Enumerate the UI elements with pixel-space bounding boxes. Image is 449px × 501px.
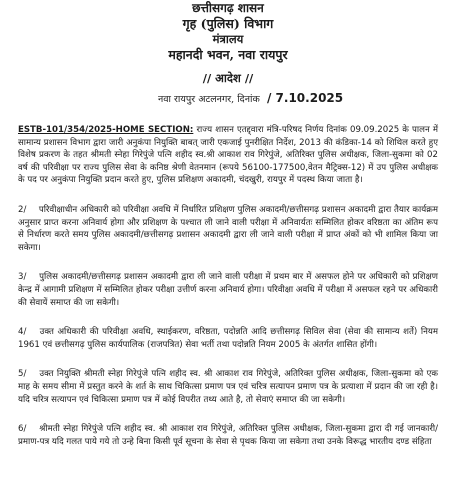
paragraph-3 [18,271,438,309]
paragraph-2 [18,204,438,254]
paragraph-1-text: राज्य शासन एतद्द्वारा मंत्रि-परिषद निर्णय दिनांक 09.09.2025 के पालन में सामान्य प्रशासन विभाग द्वारा जारी अनुकंपा नियुक्ति बाबत् जारी एकजाई पुनरीक्षित निर्देश, 2013 की कंडिका-14 को शिथिल करते हुए विशेष प्रकरण के तहत श्रीमती स्नेहा गिरेपुंजे पत्नि शहीद स्व.श्री आकाश राव गिरेपुंजे, अतिरिक्त पुलिस अधीक्षक, जिला-सुकमा को 02 वर्ष की परिवीक्षा पर राज्य पुलिस सेवा के कनिष्ठ श्रेणी वेतनमान (रूपये 56100-177500,वेतन मैट्रिक्स-12) में उप पुलिस अधीक्षक के पद पर अनुकंपा नियुक्ति प्रदान करते हुए, पुलिस प्रशिक्षण अकादमी, चंदखुरी, रायपुर में पदस्थ किया जाता है। [18,125,438,186]
paragraph-1 [18,124,438,187]
paragraph-5 [18,368,438,406]
secretariat-name: मंत्रालय [212,32,244,46]
government-name: छत्तीसगढ़ शासन [192,1,264,15]
order-date-value: 7.10.2025 [275,91,344,105]
paragraph-3-text: पुलिस अकादमी/छत्तीसगढ़ प्रशासन अकादमी द्वारा ली जाने वाली परीक्षा में प्रथम बार में असफल होने पर अधिकारी को प्रशिक्षण केन्द्र में आगामी प्रशिक्षण में सम्मिलित होकर परीक्षा उत्तीर्ण करना अनिवार्य होगा। परिवीक्षा अवधि में परीक्षा में असफल रहने पर अधिकारी की सेवायें समाप्त की जा सकेगी। [18,272,439,308]
department-name: गृह (पुलिस) विभाग [182,16,274,31]
paragraph-number: 2/ [18,204,27,215]
place-label: नवा रायपुर अटलनगर, दिनांक [158,94,260,105]
order-date: / 7.10.2025 [262,91,344,105]
office-address: महानदी भवन, नवा रायपुर [168,47,288,62]
place-date-line [18,92,438,106]
paragraph-4 [18,326,438,351]
reference-number: ESTB-101/354/2025-HOME SECTION: [18,125,194,135]
paragraph-number: 4/ [18,327,27,338]
letterhead [18,1,438,63]
paragraph-6-text: श्रीमती स्नेहा गिरेपुंजे पत्नि शहीद स्व. श्री आकाश राव गिरेपुंजे, अतिरिक्त पुलिस अधीक्षक, जिला-सुकमा द्वारा दी गई जानकारी/प्रमाण-पत्र यदि गलत पाये गये तो उन्हे बिना किसी पूर्व सूचना के सेवा से पृथक किया जा सकेगा तथा उनके विरूद्ध भारतीय दण्ड संहिता [18,424,438,447]
order-title: // आदेश // [202,71,254,85]
paragraph-5-text: उक्त नियुक्ति श्रीमती स्नेहा गिरेपुंजे पत्नि शहीद स्व. श्री आकाश राव गिरेपुंजे, अतिरिक्त पुलिस अधीक्षक, जिला-सुकमा को एक माह के समय सीमा में प्रस्तुत करने के शर्त के साथ चिकित्सा प्रमाण पत्र एवं चरित्र सत्यापन प्रमाण पत्र के प्रत्याशा में प्रदान की जा रही है। यदि चरित्र सत्यापन एवं चिकित्सा प्रमाण पत्र में कोई विपरीत तथ्य आते है, तो सेवाएं समाप्त की जा सकेगी। [18,369,438,405]
paragraph-6 [18,423,438,448]
paragraph-4-text: उक्त अधिकारी की परिवीक्षा अवधि, स्थाईकरण, वरिष्ठता, पदोन्नति आदि छत्तीसगढ़ सिविल सेवा (सेवा की सामान्य शर्ते) नियम 1961 एवं छत्तीसगढ़ पुलिस कार्यपालिक (राजपत्रित) सेवा भर्ती तथा पदोन्नति नियम 2005 के अंतर्गत शासित होंगी। [18,327,439,350]
paragraph-number: 3/ [18,272,27,283]
paragraph-number: 5/ [18,369,27,380]
order-document [0,1,449,501]
paragraph-number: 6/ [18,424,27,435]
paragraph-2-text: परिवीक्षाधीन अधिकारी को परिवीक्षा अवधि में निर्धारित प्रशिक्षण पुलिस अकादमी/छत्तीसगढ़ प्रशासन अकादमी द्वारा तैयार कार्यक्रम अनुसार प्राप्त करना अनिवार्य होगा और प्रशिक्षण के पश्चात ली जाने वाली परीक्षा में अनिवार्यतः सम्मिलित होकर वरिष्ठता का अंतिम रूप से निर्धारण करते समय पुलिस अकादमी/छत्तीसगढ़ प्रशासन अकादमी द्वारा ली जाने वाली परीक्षा में प्राप्त अंकों को भी शामिल किया जा सकेगा। [18,204,438,253]
